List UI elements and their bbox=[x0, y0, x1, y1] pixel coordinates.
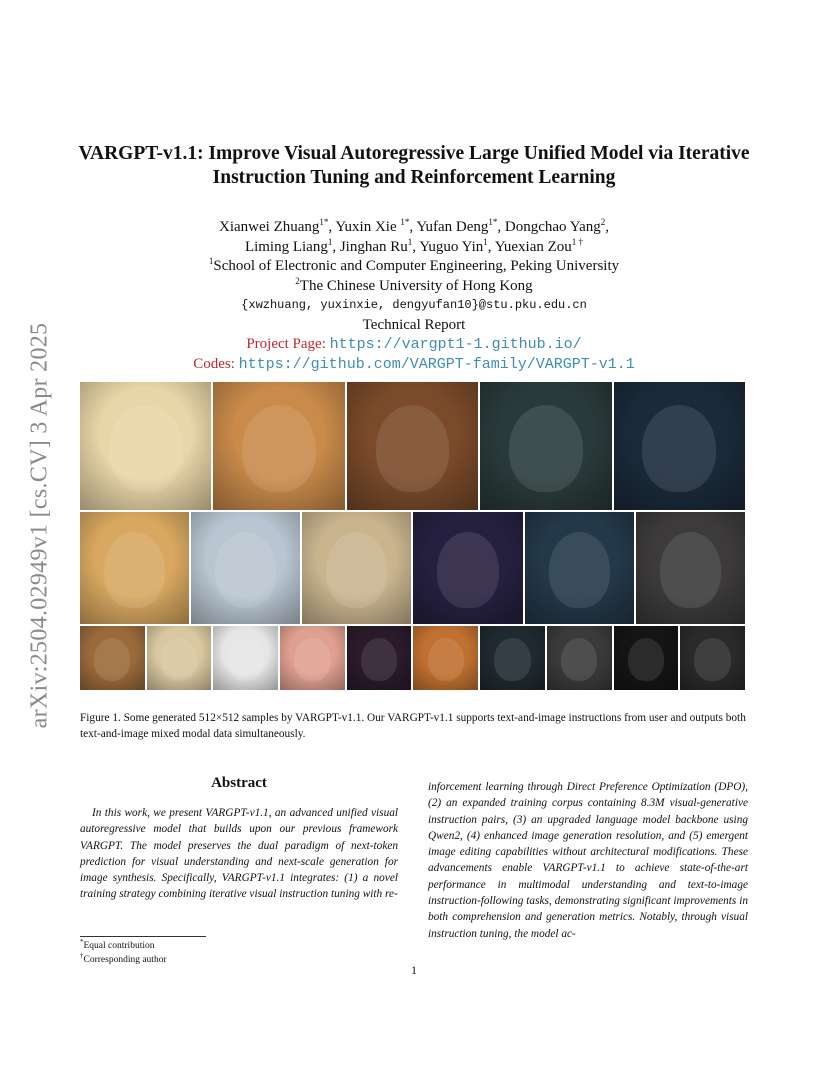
generated-sample-image bbox=[614, 626, 679, 690]
project-page-link[interactable]: https://vargpt1-1.github.io/ bbox=[329, 336, 582, 353]
author-line-2: Liming Liang$^1$, Jinghan Ru$^1$, Yuguo Yin$^1$, Yuexian Zou$^{1 \dagger}$ bbox=[244, 236, 584, 255]
generated-sample-image bbox=[636, 512, 745, 624]
footnote-equal-contribution: *Equal contribution bbox=[80, 937, 155, 951]
generated-sample-image bbox=[413, 626, 478, 690]
author-line-1: Xianwei Zhuang$^{1*}$, Yuxin Xie $^{1*}$, Yufan Deng$^{1*}$, Dongchao Yang$^2$, bbox=[219, 217, 609, 235]
author-name: Yuguo Yin bbox=[419, 238, 484, 255]
abstract-left-column bbox=[80, 775, 398, 903]
sample-row-1 bbox=[80, 382, 745, 510]
abstract-text-left: In this work, we present VARGPT-v1.1, an advanced unified visual autoregressive model that builds upon our previous framework VARGPT. The model preserves the dual paradigm of next-token prediction for visual understanding and next-scale generation for image synthesis. Specifically, VARGPT-v1.1 integrates: (1) a novel training strategy combining iterative visual instruction tuning with re- bbox=[80, 807, 398, 901]
author-sup: 1* bbox=[488, 217, 498, 227]
report-type: Technical Report bbox=[362, 316, 466, 333]
author-name: Dongchao Yang bbox=[504, 219, 601, 235]
footnote-rule bbox=[80, 936, 206, 937]
generated-sample-image bbox=[680, 626, 745, 690]
author-sup: 2 bbox=[600, 217, 606, 227]
footnote-corresponding-author: †Corresponding author bbox=[80, 951, 167, 965]
author-name: Yuxin Xie bbox=[335, 219, 401, 235]
generated-sample-image bbox=[480, 626, 545, 690]
figure-caption: Figure 1. Some generated 512×512 samples by VARGPT-v1.1. Our VARGPT-v1.1 supports text-and-image instructions from user and outputs both text-and-image mixed modal data simultaneously. bbox=[80, 712, 746, 740]
abstract-text-right: inforcement learning through Direct Preference Optimization (DPO), (2) an expanded training corpus containing 8.3M visual-generative instruction pairs, (3) an upgraded language model backbone using Qwen2, (4) enhanced image generation resolution, and (5) emergent image editing capabilities without architectural modifications. These advancements enable VARGPT-v1.1 to achieve state-of-the-art performance in multimodal understanding and text-to-image instruction-following tasks, demonstrating significant improvements in both comprehension and generation metrics. Notably, through visual instruction tuning, the model ac- bbox=[428, 781, 748, 940]
project-page-label: Project Page: bbox=[246, 336, 326, 352]
generated-sample-image bbox=[302, 512, 411, 624]
sample-row-2 bbox=[80, 512, 745, 624]
arxiv-sidebar bbox=[22, 290, 58, 760]
title-line-1: VARGPT-v1.1: Improve Visual Autoregressive Large Unified Model via Iterative bbox=[78, 143, 750, 164]
author-name: Xianwei Zhuang bbox=[219, 219, 320, 235]
paper-title bbox=[60, 142, 768, 190]
affiliation-1: $^1$School of Electronic and Computer Engineering, Peking University bbox=[208, 256, 620, 274]
author-name: Yuexian Zou bbox=[494, 238, 572, 255]
author-name: Liming Liang bbox=[244, 238, 328, 255]
author-sup: 1 bbox=[483, 236, 488, 247]
generated-sample-image bbox=[547, 626, 612, 690]
codes-link[interactable]: https://github.com/VARGPT-family/VARGPT-v1.1 bbox=[238, 355, 635, 373]
codes-label: Codes: bbox=[193, 355, 235, 372]
author-name: Yufan Deng bbox=[416, 219, 489, 235]
generated-sample-image bbox=[213, 626, 278, 690]
generated-sample-image bbox=[191, 512, 300, 624]
title-line-2: Instruction Tuning and Reinforcement Learning bbox=[212, 167, 616, 188]
generated-sample-image bbox=[480, 382, 611, 510]
affiliation-2: $^2$The Chinese University of Hong Kong bbox=[295, 275, 533, 294]
generated-sample-image bbox=[413, 512, 522, 624]
generated-sample-image bbox=[347, 382, 478, 510]
author-sup: 1 bbox=[327, 236, 333, 247]
sample-row-3 bbox=[80, 626, 745, 690]
generated-sample-image bbox=[80, 626, 145, 690]
page-number: 1 bbox=[411, 963, 417, 977]
generated-sample-image bbox=[280, 626, 345, 690]
generated-sample-image bbox=[614, 382, 745, 510]
author-sup: 1* bbox=[319, 217, 329, 227]
author-email: {xwzhuang, yuxinxie, dengyufan10}@stu.pku.edu.cn bbox=[241, 298, 587, 312]
generated-sample-image bbox=[213, 382, 344, 510]
generated-sample-image bbox=[80, 512, 189, 624]
generated-sample-image bbox=[525, 512, 634, 624]
author-sup: 1 † bbox=[571, 236, 584, 247]
figure-1-sample-grid bbox=[80, 382, 745, 690]
codes-line bbox=[60, 355, 768, 375]
project-page-line bbox=[60, 335, 768, 355]
arxiv-identifier: arXiv:2504.02949v1 [cs.CV] 3 Apr 2025 bbox=[26, 322, 53, 728]
abstract-right-column bbox=[428, 779, 748, 942]
generated-sample-image bbox=[80, 382, 211, 510]
author-sup: 1 bbox=[407, 236, 413, 247]
abstract-heading: Abstract bbox=[211, 775, 267, 791]
author-block bbox=[60, 218, 768, 374]
author-sup: 1* bbox=[400, 217, 410, 227]
author-name: Jinghan Ru bbox=[339, 238, 408, 255]
generated-sample-image bbox=[347, 626, 412, 690]
generated-sample-image bbox=[147, 626, 212, 690]
